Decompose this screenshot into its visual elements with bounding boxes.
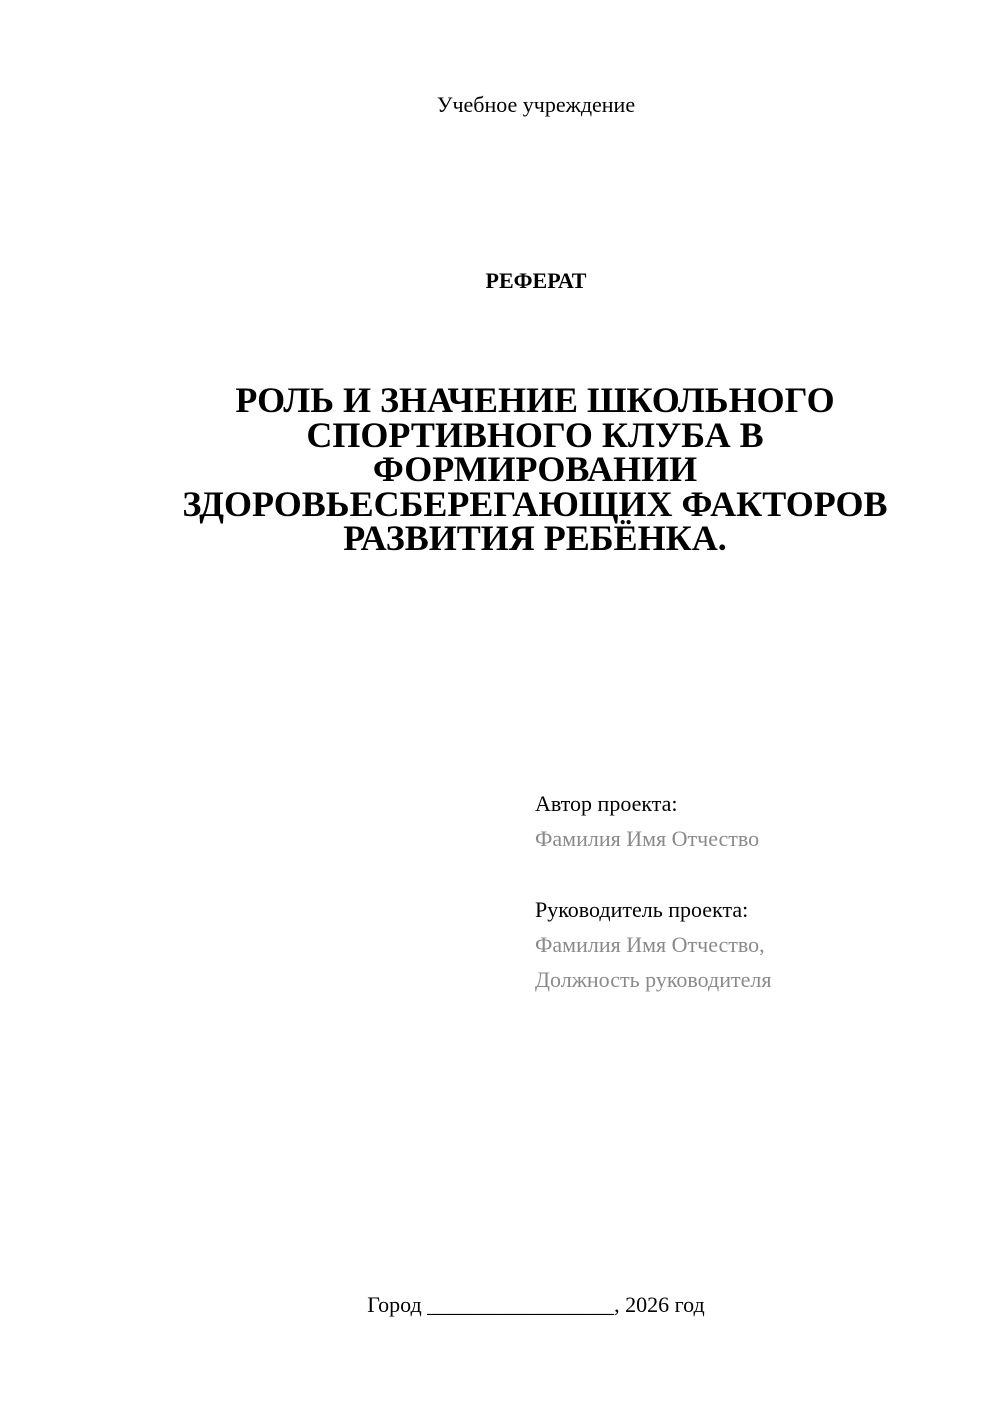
title-line: СПОРТИВНОГО КЛУБА В [306,414,764,455]
title-line: РОЛЬ И ЗНАЧЕНИЕ ШКОЛЬНОГО [235,380,835,420]
supervisor-name: Фамилия Имя Отчество, [535,932,765,957]
title-line: РАЗВИТИЯ РЕБЁНКА. [343,518,727,558]
author-name: Фамилия Имя Отчество [535,826,760,851]
city-year-line: Город _________________, 2026 год [367,1292,705,1317]
author-block [535,786,975,856]
document-title [120,380,950,558]
supervisor-label: Руководитель проекта: [535,897,749,922]
supervisor-position: Должность руководителя [535,967,772,992]
author-label: Автор проекта: [535,791,678,816]
institution-name: Учебное учреждение [436,92,636,117]
document-type: РЕФЕРАТ [485,268,587,293]
title-line: ЗДОРОВЬЕСБЕРЕГАЮЩИХ ФАКТОРОВ [182,483,888,524]
supervisor-block [535,892,975,997]
title-line: ФОРМИРОВАНИИ [372,449,698,489]
